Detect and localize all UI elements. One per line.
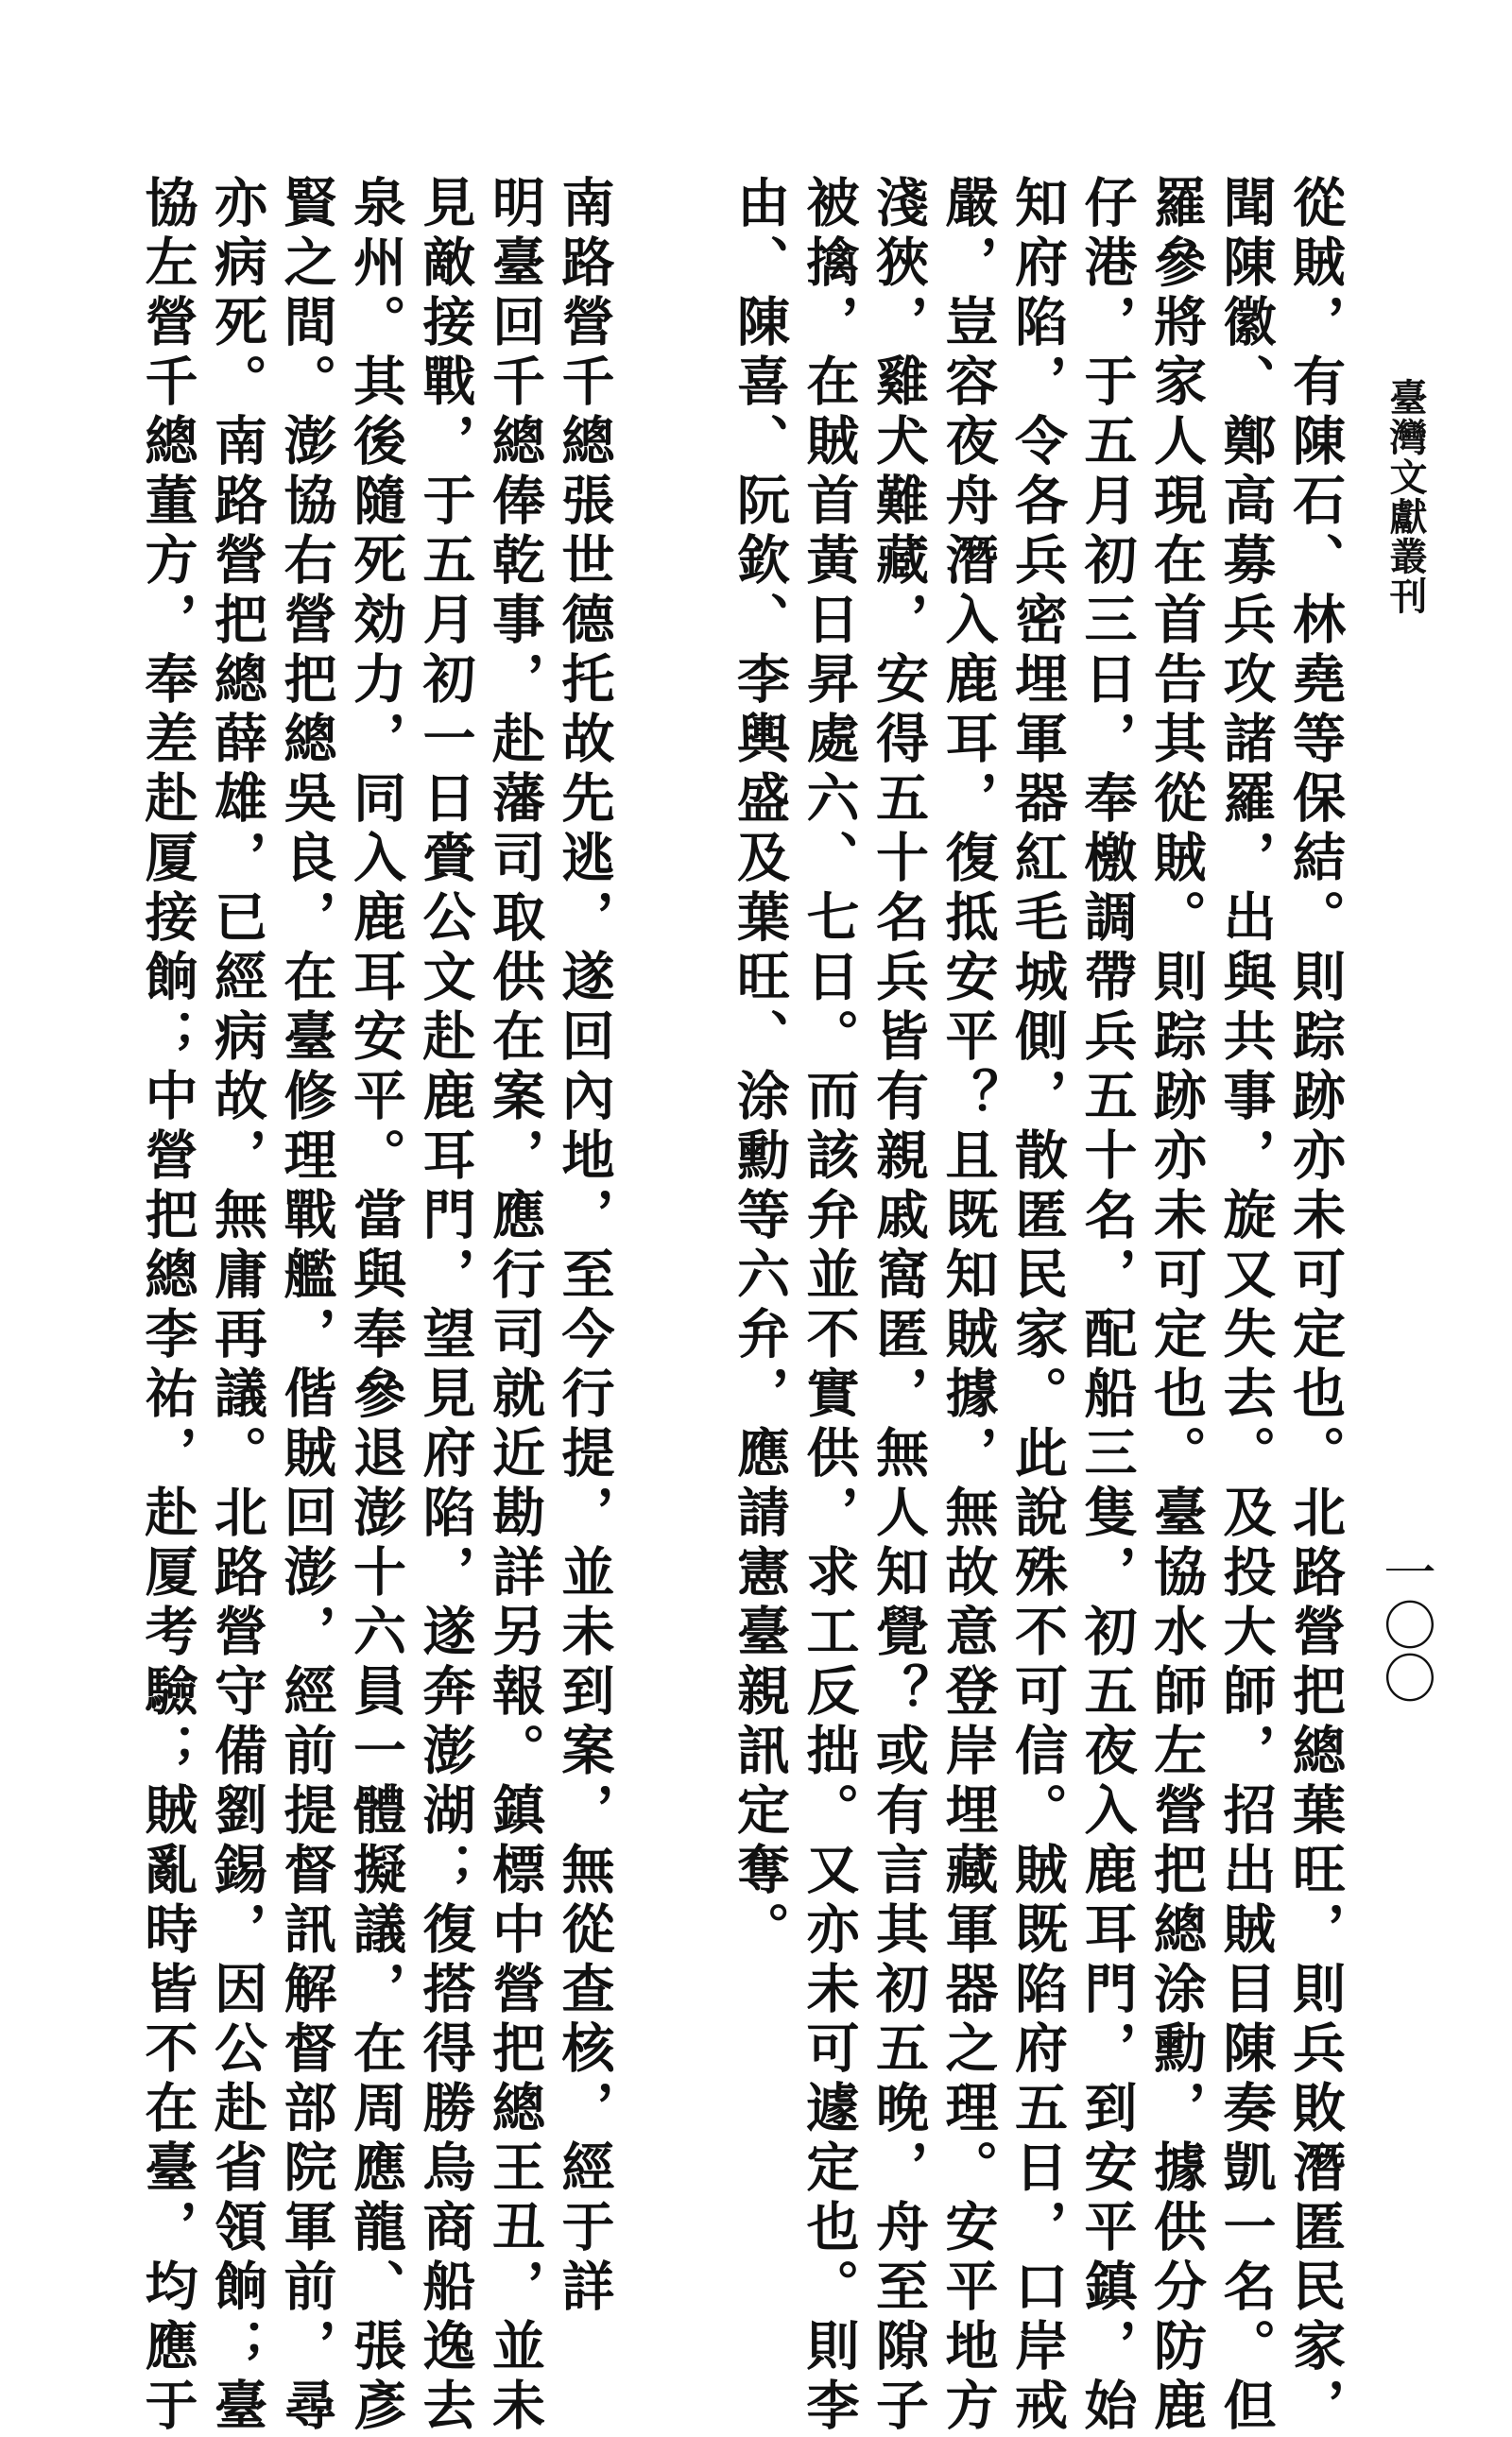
page-number: 一〇〇 [1375,1545,1436,1704]
text-column: 仔港，于五月初三日，奉檄調帶兵五十名，配船三隻，初五夜入鹿耳門，到安平鎮，始 [1075,175,1139,2437]
text-column: 嚴，豈容夜舟潛入鹿耳，復抵安平？且既知賊據，無故意登岸埋藏軍器之理。安平地方 [936,175,1000,2437]
text-column: 明臺回千總俸乾事，赴藩司取供在案，應行司就近勘詳另報。鎮標中營把總王丑，並未 [484,175,546,2437]
body-text [132,175,1349,2437]
text-column: 知府陷，令各兵密埋軍器紅毛城側，散匿民家。此說殊不可信。賊既陷府五日，口岸戒 [1006,175,1069,2437]
text-column: 淺狹，雞犬難藏，安得五十名兵皆有親戚窩匿，無人知覺？或有言其初五晚，舟至隙子 [868,175,930,2437]
text-column: 見敵接戰，于五月初一日賫公文赴鹿耳門，望見府陷，遂奔澎湖；復搭得勝烏商船逸去 [414,175,477,2437]
text-column: 泉州。其後隨死効力，同入鹿耳安平。當與奉參退澎十六員一體擬議，在周應龍、張彥 [345,175,407,2437]
text-column: 亦病死。南路營把總薛雄，已經病故，無庸再議。北路營守備劉錫，因公赴省領餉；臺 [206,175,268,2437]
text-column: 由、陳喜、阮欽、李輿盛及葉旺、涂勳等六弁，應請憲臺親訊定奪。 [729,175,791,1961]
text-column: 協左營千總董方，奉差赴厦接餉；中營把總李祐，赴厦考驗；賊亂時皆不在臺，均應于 [136,175,199,2437]
text-column: 羅參將家人現在首告其從賊。則踪跡亦未可定也。臺協水師左營把總涂勳，據供分防鹿 [1145,175,1208,2437]
text-column: 被擒，在賊首黃日昇處六、七日。而該弁並不實供，求工反拙。又亦未可遽定也。則李 [798,175,861,2437]
text-column: 賢之間。澎協右營把總吳良，在臺修理戰艦，偕賊回澎，經前提督訊解督部院軍前，尋 [275,175,338,2437]
text-column: 聞陳徽、鄭高募兵攻諸羅，出與共事，旋又失去。及投大師，招出賊目陳奏凱一名。但 [1214,175,1278,2437]
text-column: 從賊，有陳石、林堯等保結。則踪跡亦未可定也。北路營把總葉旺，則兵敗潛匿民家， [1284,175,1347,2437]
paragraph-start-column: 南路營千總張世德托故先逃，遂回內地，至今行提，並未到案，無從查核，經于詳 [553,175,616,2318]
running-title: 臺灣文獻叢刊 [1383,378,1428,616]
